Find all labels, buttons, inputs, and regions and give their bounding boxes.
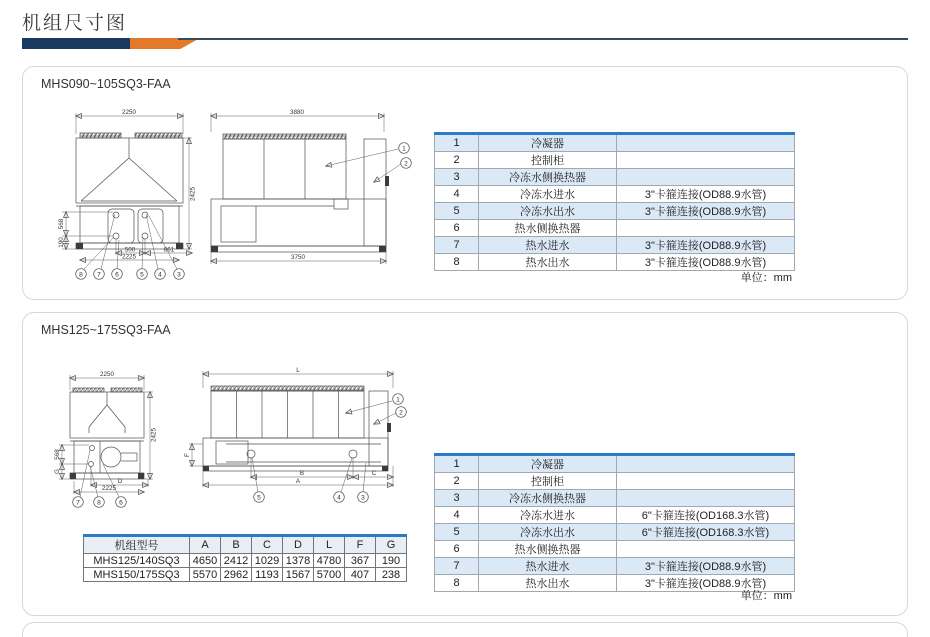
callout-number: 3 <box>361 494 365 502</box>
table-row: 5 冷冻水出水 6"卡箍连接(OD168.3水管) <box>435 524 795 541</box>
table-row: 4 冷冻水进水 3"卡箍连接(OD88.9水管) <box>435 186 795 203</box>
callout-number: 6 <box>119 499 123 507</box>
dim-label: 3750 <box>290 254 306 261</box>
table-row: 7 热水进水 3"卡箍连接(OD88.9水管) <box>435 558 795 575</box>
callout-number: 1 <box>396 396 400 404</box>
dim-label: 2425 <box>150 427 158 443</box>
dim-label: 568 <box>58 218 65 230</box>
table-header-row: 机组型号 A B C D L F G <box>84 536 407 554</box>
next-section-card-edge <box>22 622 908 637</box>
dim-label: L <box>296 367 300 374</box>
unit-note: 单位：mm <box>740 590 792 602</box>
orange-bar-decoration <box>130 38 200 49</box>
table-row: 2 控制柜 <box>435 473 795 490</box>
dim-label: 2250 <box>99 371 115 378</box>
section-card-mhs125-175 <box>22 312 908 616</box>
dim-label: 568 <box>54 449 61 460</box>
callout-number: 4 <box>337 494 341 502</box>
dim-label: 2425 <box>189 186 197 202</box>
section-card-mhs090-105 <box>22 66 908 300</box>
callout-number: 2 <box>399 409 403 417</box>
table-row: 4 冷冻水进水 6"卡箍连接(OD168.3水管) <box>435 507 795 524</box>
table-row: 7 热水进水 3"卡箍连接(OD88.9水管) <box>435 237 795 254</box>
dim-label: D <box>117 478 123 485</box>
page-title: 机组尺寸图 <box>22 13 128 34</box>
parts-table-1 <box>434 132 795 271</box>
dim-label: G <box>54 469 61 474</box>
table-row: 2 控制柜 <box>435 152 795 169</box>
navy-bar-decoration <box>22 38 130 49</box>
callout-number: 7 <box>97 271 101 279</box>
dim-label: 3880 <box>289 109 305 116</box>
parts-table-2 <box>434 453 795 592</box>
table-row: MHS150/175SQ3 5570 2962 1193 1567 5700 407 238 <box>84 568 407 582</box>
side-view-drawing-1 <box>206 106 414 268</box>
front-view-drawing-2 <box>56 369 168 511</box>
dim-label: 2225 <box>121 253 137 261</box>
table-row: 6 热水侧换热器 <box>435 541 795 558</box>
dim-label: A <box>295 478 301 485</box>
callout-number: 1 <box>402 145 406 153</box>
table-row: 6 热水侧换热器 <box>435 220 795 237</box>
dim-label: 2250 <box>121 109 137 116</box>
callout-number: 7 <box>76 499 80 507</box>
rule-line-decoration <box>178 38 908 40</box>
dim-label: 861 <box>163 246 175 254</box>
table-row: 3 冷冻水侧换热器 <box>435 490 795 507</box>
table-row: 1 冷凝器 <box>435 134 795 152</box>
table-row: 3 冷冻水侧换热器 <box>435 169 795 186</box>
section-title: MHS125~175SQ3-FAA <box>41 323 171 337</box>
callout-number: 3 <box>177 271 181 279</box>
table-row: 5 冷冻水出水 3"卡箍连接(OD88.9水管) <box>435 203 795 220</box>
dimensions-table <box>83 534 407 582</box>
callout-number: 8 <box>79 271 83 279</box>
side-view-drawing-2 <box>186 366 411 506</box>
dim-label: B <box>299 470 305 477</box>
dim-label: 190 <box>58 237 65 248</box>
table-row: 1 冷凝器 <box>435 455 795 473</box>
callout-number: 5 <box>257 494 261 502</box>
callout-number: 8 <box>97 499 101 507</box>
table-row: 8 热水出水 3"卡箍连接(OD88.9水管) <box>435 254 795 271</box>
callout-number: 2 <box>404 160 408 168</box>
section-title: MHS090~105SQ3-FAA <box>41 77 171 91</box>
dim-label: 500 <box>124 246 136 254</box>
dim-label: F <box>184 453 191 457</box>
front-view-drawing-1 <box>59 106 196 283</box>
table-row: MHS125/140SQ3 4650 2412 1029 1378 4780 367 190 <box>84 554 407 568</box>
title-underline-bar <box>22 38 908 49</box>
callout-number: 6 <box>115 271 119 279</box>
table-row: 8 热水出水 3"卡箍连接(OD88.9水管) <box>435 575 795 592</box>
dim-label: C <box>371 470 377 477</box>
callout-number: 4 <box>158 271 162 279</box>
callout-number: 5 <box>140 271 144 279</box>
unit-note: 单位：mm <box>740 272 792 284</box>
dim-label: 2225 <box>101 485 117 492</box>
